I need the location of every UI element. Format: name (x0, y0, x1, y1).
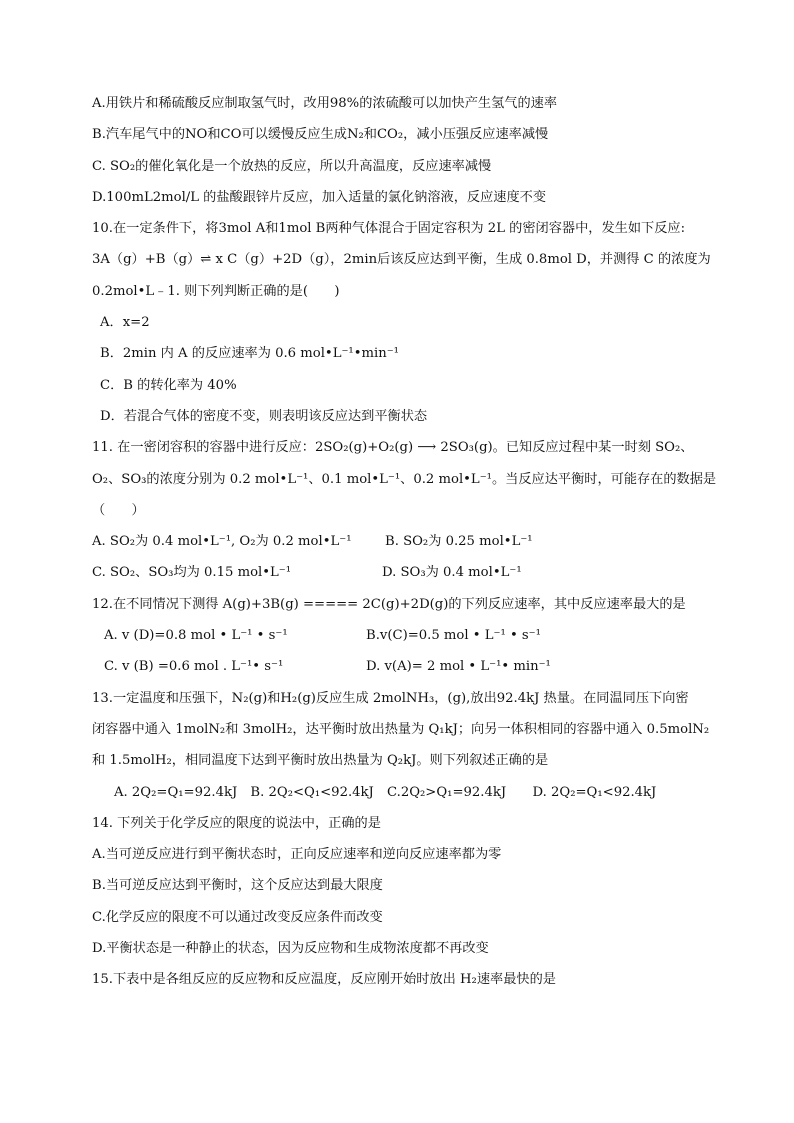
q12-options-row2 (92, 659, 712, 675)
q9-option-b: B.汽车尾气中的NO和CO可以缓慢反应生成N₂和CO₂，减小压强反应速率减慢 (92, 127, 549, 143)
q14-option-b: B.当可逆反应达到平衡时，这个反应达到最大限度 (92, 878, 383, 894)
q11-options-row2 (92, 565, 712, 581)
q14-option-c: C.化学反应的限度不可以通过改变反应条件而改变 (92, 909, 383, 925)
q11-option-a: A. SO₂为 0.4 mol•L⁻¹, O₂为 0.2 mol•L⁻¹ (92, 534, 352, 550)
q9-option-c: C. SO₂的催化氧化是一个放热的反应，所以升高温度，反应速率减慢 (92, 158, 492, 174)
q9-option-d: D.100mL2mol/L 的盐酸跟锌片反应，加入适量的氯化钠溶液，反应速度不变 (92, 189, 547, 205)
q14-stem: 14. 下列关于化学反应的限度的说法中，正确的是 (92, 815, 381, 831)
q13-stem-line3: 和 1.5molH₂，相同温度下达到平衡时放出热量为 Q₂kJ。则下列叙述正确的是 (92, 753, 549, 769)
q10-stem-line2: 3A（g）+B（g）⇌ x C（g）+2D（g），2min后该反应达到平衡，生成 0.8mol D，并测得 C 的浓度为 (92, 252, 711, 268)
q11-stem-line3: （ ） (92, 502, 145, 518)
q15-stem: 15.下表中是各组反应的反应物和反应温度，反应刚开始时放出 H₂速率最快的是 (92, 972, 556, 988)
q12-option-d: D. v(A)= 2 mol • L⁻¹• min⁻¹ (366, 659, 551, 675)
q11-option-d: D. SO₃为 0.4 mol•L⁻¹ (382, 565, 522, 581)
q13-stem-line2: 闭容器中通入 1molN₂和 3molH₂，达平衡时放出热量为 Q₁kJ；向另一体积相同的容器中通入 0.5molN₂ (92, 721, 710, 737)
q10-option-a: A．x=2 (100, 315, 150, 331)
q9-option-a: A.用铁片和稀硫酸反应制取氢气时，改用98%的浓硫酸可以加快产生氢气的速率 (92, 96, 558, 111)
q14-option-d: D.平衡状态是一种静止的状态，因为反应物和生成物浓度都不再改变 (92, 941, 489, 957)
q11-options-row1 (92, 534, 712, 550)
q10-option-d: D．若混合气体的密度不变，则表明该反应达到平衡状态 (100, 408, 428, 424)
q13-stem-line1: 13.一定温度和压强下，N₂(g)和H₂(g)反应生成 2molNH₃，(g),放出92.4kJ 热量。在同温同压下向密 (92, 690, 689, 706)
q12-stem: 12.在不同情况下测得 A(g)+3B(g) ===== 2C(g)+2D(g)的下列反应速率，其中反应速率最大的是 (92, 596, 686, 612)
q11-stem-line2: O₂、SO₃的浓度分别为 0.2 mol•L⁻¹、0.1 mol•L⁻¹、0.2 mol•L⁻¹。当反应达平衡时，可能存在的数据是 (92, 471, 717, 487)
exam-page (92, 96, 717, 1004)
q12-option-c: C. v (B) =0.6 mol . L⁻¹• s⁻¹ (104, 659, 284, 675)
q11-option-c: C. SO₂、SO₃均为 0.15 mol•L⁻¹ (92, 565, 292, 581)
q12-option-a: A. v (D)=0.8 mol • L⁻¹ • s⁻¹ (104, 628, 288, 644)
q10-stem-line3: 0.2mol•L﹣1. 则下列判断正确的是( ) (92, 283, 340, 299)
q12-options-row1 (92, 628, 712, 644)
q10-option-c: C．B 的转化率为 40% (100, 377, 237, 393)
q12-option-b: B.v(C)=0.5 mol • L⁻¹ • s⁻¹ (366, 628, 541, 644)
q11-stem-line1: 11. 在一密闭容积的容器中进行反应：2SO₂(g)+O₂(g) ⟶ 2SO₃(g)。已知反应过程中某一时刻 SO₂、 (92, 440, 694, 456)
q13-options: A. 2Q₂=Q₁=92.4kJ B. 2Q₂<Q₁<92.4kJ C.2Q₂>Q₁=92.4kJ D. 2Q₂=Q₁<92.4kJ (114, 784, 657, 800)
q14-option-a: A.当可逆反应进行到平衡状态时，正向反应速率和逆向反应速率都为零 (92, 847, 502, 863)
q10-option-b: B．2min 内 A 的反应速率为 0.6 mol•L⁻¹•min⁻¹ (100, 346, 399, 362)
q10-stem-line1: 10.在一定条件下，将3mol A和1mol B两种气体混合于固定容积为 2L 的密闭容器中，发生如下反应: (92, 221, 686, 237)
q11-option-b: B. SO₂为 0.25 mol•L⁻¹ (385, 534, 533, 550)
